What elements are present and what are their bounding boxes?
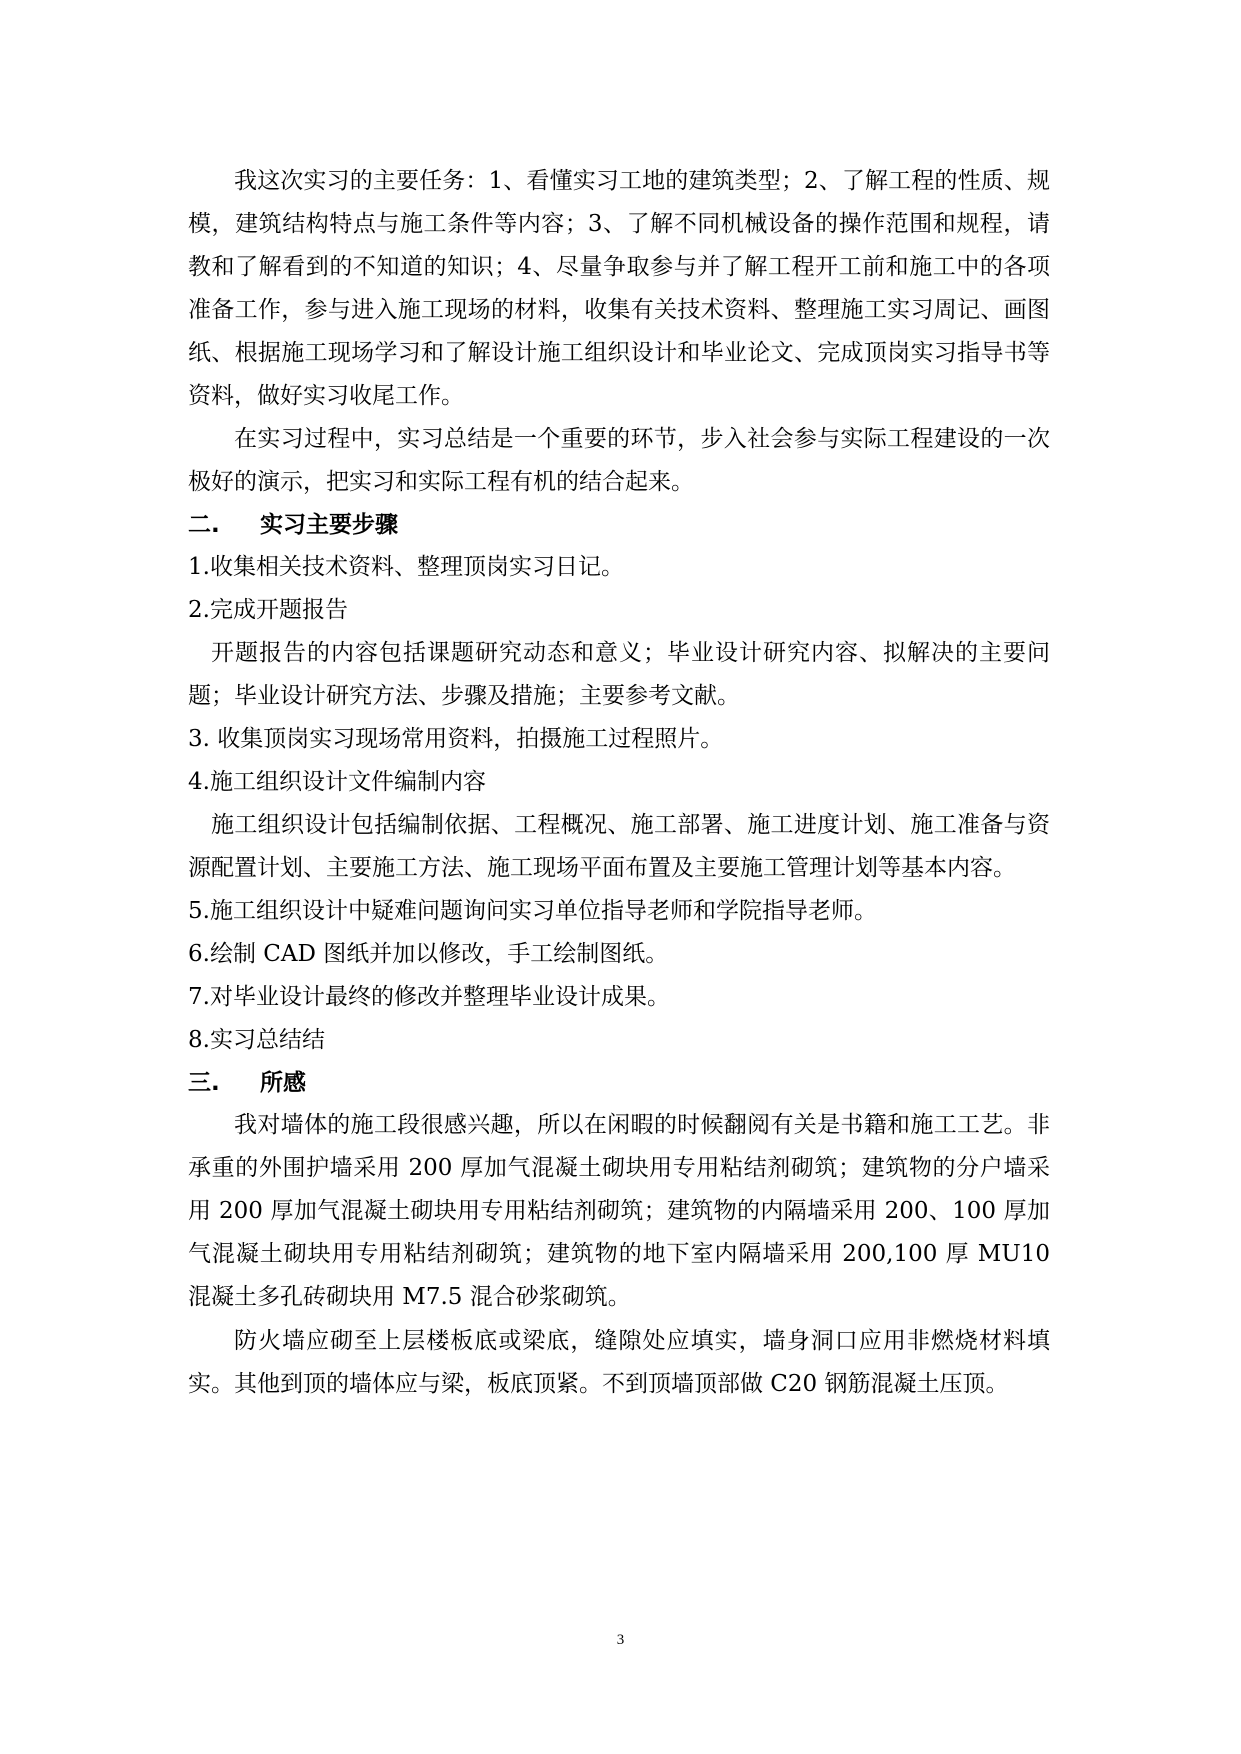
intro-paragraph-summary: 在实习过程中，实习总结是一个重要的环节，步入社会参与实际工程建设的一次极好的演示，把实习和实际工程有机的结合起来。 <box>188 426 1050 495</box>
step-item-7: 7.对毕业设计最终的修改并整理毕业设计成果。 <box>188 984 670 1010</box>
section-number: 三. <box>188 1070 220 1096</box>
section-heading-steps <box>188 504 1050 546</box>
step-detail-construction-org: 施工组织设计包括编制依据、工程概况、施工部署、施工进度计划、施工准备与资源配置计划、主要施工方法、施工现场平面布置及主要施工管理计划等基本内容。 <box>188 812 1050 881</box>
section-number: 二. <box>188 512 220 538</box>
step-item-3: 3. 收集顶岗实习现场常用资料，拍摄施工过程照片。 <box>188 726 724 752</box>
step-item-5: 5.施工组织设计中疑难问题询问实习单位指导老师和学院指导老师。 <box>188 898 877 924</box>
section-title: 所感 <box>260 1070 306 1096</box>
step-item-1: 1.收集相关技术资料、整理顶岗实习日记。 <box>188 554 624 580</box>
step-item-8: 8.实习总结结 <box>188 1027 325 1053</box>
step-item-6: 6.绘制 CAD 图纸并加以修改，手工绘制图纸。 <box>188 941 669 967</box>
section-heading-feelings <box>188 1062 1050 1104</box>
intro-paragraph-tasks: 我这次实习的主要任务：1、看懂实习工地的建筑类型；2、了解工程的性质、规模，建筑结构特点与施工条件等内容；3、了解不同机械设备的操作范围和规程，请教和了解看到的不知道的知识；4、尽量争取参与并了解工程开工前和施工中的各项准备工作，参与进入施工现场的材料，收集有关技术资料、整理施工实习周记、画图纸、根据施工现场学习和了解设计施工组织设计和毕业论文、完成顶岗实习指导书等资料，做好实习收尾工作。 <box>188 168 1050 409</box>
feelings-paragraph-firewall: 防火墙应砌至上层楼板底或梁底，缝隙处应填实，墙身洞口应用非燃烧材料填实。其他到顶的墙体应与梁，板底顶紧。不到顶墙顶部做 C20 钢筋混凝土压顶。 <box>188 1328 1050 1397</box>
feelings-paragraph-walls: 我对墙体的施工段很感兴趣，所以在闲暇的时候翻阅有关是书籍和施工工艺。非承重的外围护墙采用 200 厚加气混凝土砌块用专用粘结剂砌筑；建筑物的分户墙采用 200 厚加气混凝土砌块用专用粘结剂砌筑；建筑物的内隔墙采用 200、100 厚加气混凝土砌块用专用粘结剂砌筑；建筑物的地下室内隔墙采用 200,100 厚 MU10 混凝土多孔砖砌块用 M7.5 混合砂浆砌筑。 <box>188 1112 1050 1310</box>
step-item-2: 2.完成开题报告 <box>188 597 348 623</box>
page-content <box>188 160 1050 1406</box>
step-detail-proposal: 开题报告的内容包括课题研究动态和意义；毕业设计研究内容、拟解决的主要问题；毕业设计研究方法、步骤及措施；主要参考文献。 <box>188 640 1050 709</box>
step-item-4: 4.施工组织设计文件编制内容 <box>188 769 486 795</box>
section-title: 实习主要步骤 <box>260 512 398 538</box>
page-number: 3 <box>616 1632 625 1648</box>
